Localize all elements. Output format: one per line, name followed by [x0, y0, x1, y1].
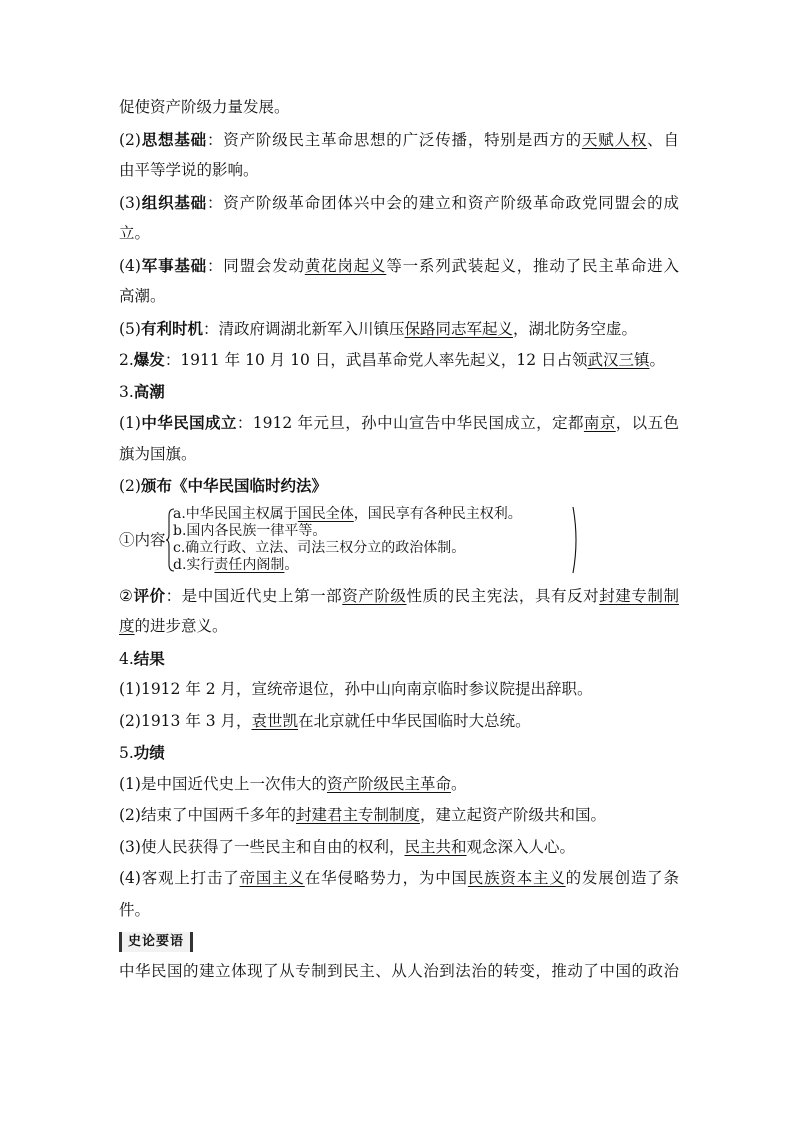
text-line: (4)客观上打击了帝国主义在华侵略势力，为中国民族资本主义的发展创造了条 [119, 869, 679, 887]
text-line: 立。 [119, 224, 151, 242]
text-line: ②评价：是中国近代史上第一部资产阶级性质的民主宪法，具有反对封建专制制 [119, 585, 679, 605]
underlined-term: 南京 [583, 414, 616, 432]
content-items [173, 506, 522, 574]
underlined-term: 武汉三镇 [587, 351, 650, 369]
text-line: (2)颁布《中华民国临时约法》 [119, 476, 327, 495]
text-line: (1)是中国近代史上一次伟大的资产阶级民主革命。 [119, 774, 467, 793]
section-heading: 3.高潮 [119, 381, 165, 401]
text-line: (2)1913 年 3 月，袁世凯在北京就任中华民国临时大总统。 [119, 711, 531, 730]
text-line: 高潮。 [119, 287, 166, 305]
underlined-term: 黄花岗起义 [304, 256, 387, 275]
section-heading: 4.结果 [119, 648, 165, 668]
section-tag: 史论要语 [119, 932, 193, 952]
content-brace-block [119, 504, 679, 576]
text-line: (1)中华民国成立：1912 年元旦，孙中山宣告中华民国成立，定都南京，以五色 [119, 413, 679, 432]
text-line: 中华民国的建立体现了从专制到民主、从人治到法治的转变，推动了中国的政治 [119, 962, 679, 980]
text-line: 旗为国旗。 [119, 444, 197, 463]
text-line: (2)思想基础：资产阶级民主革命思想的广泛传播，特别是西方的天赋人权、自 [119, 129, 679, 149]
underlined-term: 天赋人权 [581, 130, 648, 149]
content-item-d: d.实行责任内阁制。 [173, 556, 299, 573]
right-parenthesis-icon [571, 506, 581, 574]
text-line: 促使资产阶级力量发展。 [119, 98, 290, 116]
content-item-b: b.国内各民族一律平等。 [173, 522, 327, 539]
underlined-term: 保路同志军起义 [404, 319, 514, 338]
text-line: (3)使人民获得了一些民主和自由的权利，民主共和观念深入人心。 [119, 837, 575, 856]
text-line: 件。 [119, 900, 151, 919]
text-line: (4)军事基础：同盟会发动黄花岗起义等一系列武装起义，推动了民主革命进入 [119, 255, 679, 275]
content-item-a: a.中华民国主权属于国民全体，国民享有各种民主权利。 [173, 505, 522, 522]
text-line: 由平等学说的影响。 [119, 161, 259, 179]
section-heading: 5.功绩 [119, 743, 165, 762]
document-page [119, 92, 679, 988]
text-line: 度的进步意义。 [119, 617, 228, 635]
content-item-c: c.确立行政、立法、司法三权分立的政治体制。 [173, 539, 466, 556]
text-line: (5)有利时机：清政府调湖北新军入川镇压保路同志军起义，湖北防务空虚。 [119, 318, 638, 338]
section-tag-row [119, 926, 679, 952]
text-line: (1)1912 年 2 月，宣统帝退位，孙中山向南京临时参议院提出辞职。 [119, 680, 593, 698]
text-line: (2)结束了中国两千多年的封建君主专制制度，建立起资产阶级共和国。 [119, 806, 606, 824]
content-label: ①内容 [119, 530, 166, 549]
text-line: (3)组织基础：资产阶级革命团体兴中会的建立和资产阶级革命政党同盟会的成 [119, 192, 679, 212]
text-line: 2.爆发：1911 年 10 月 10 日，武昌革命党人率先起义，12 日占领武汉三镇。 [119, 350, 666, 369]
